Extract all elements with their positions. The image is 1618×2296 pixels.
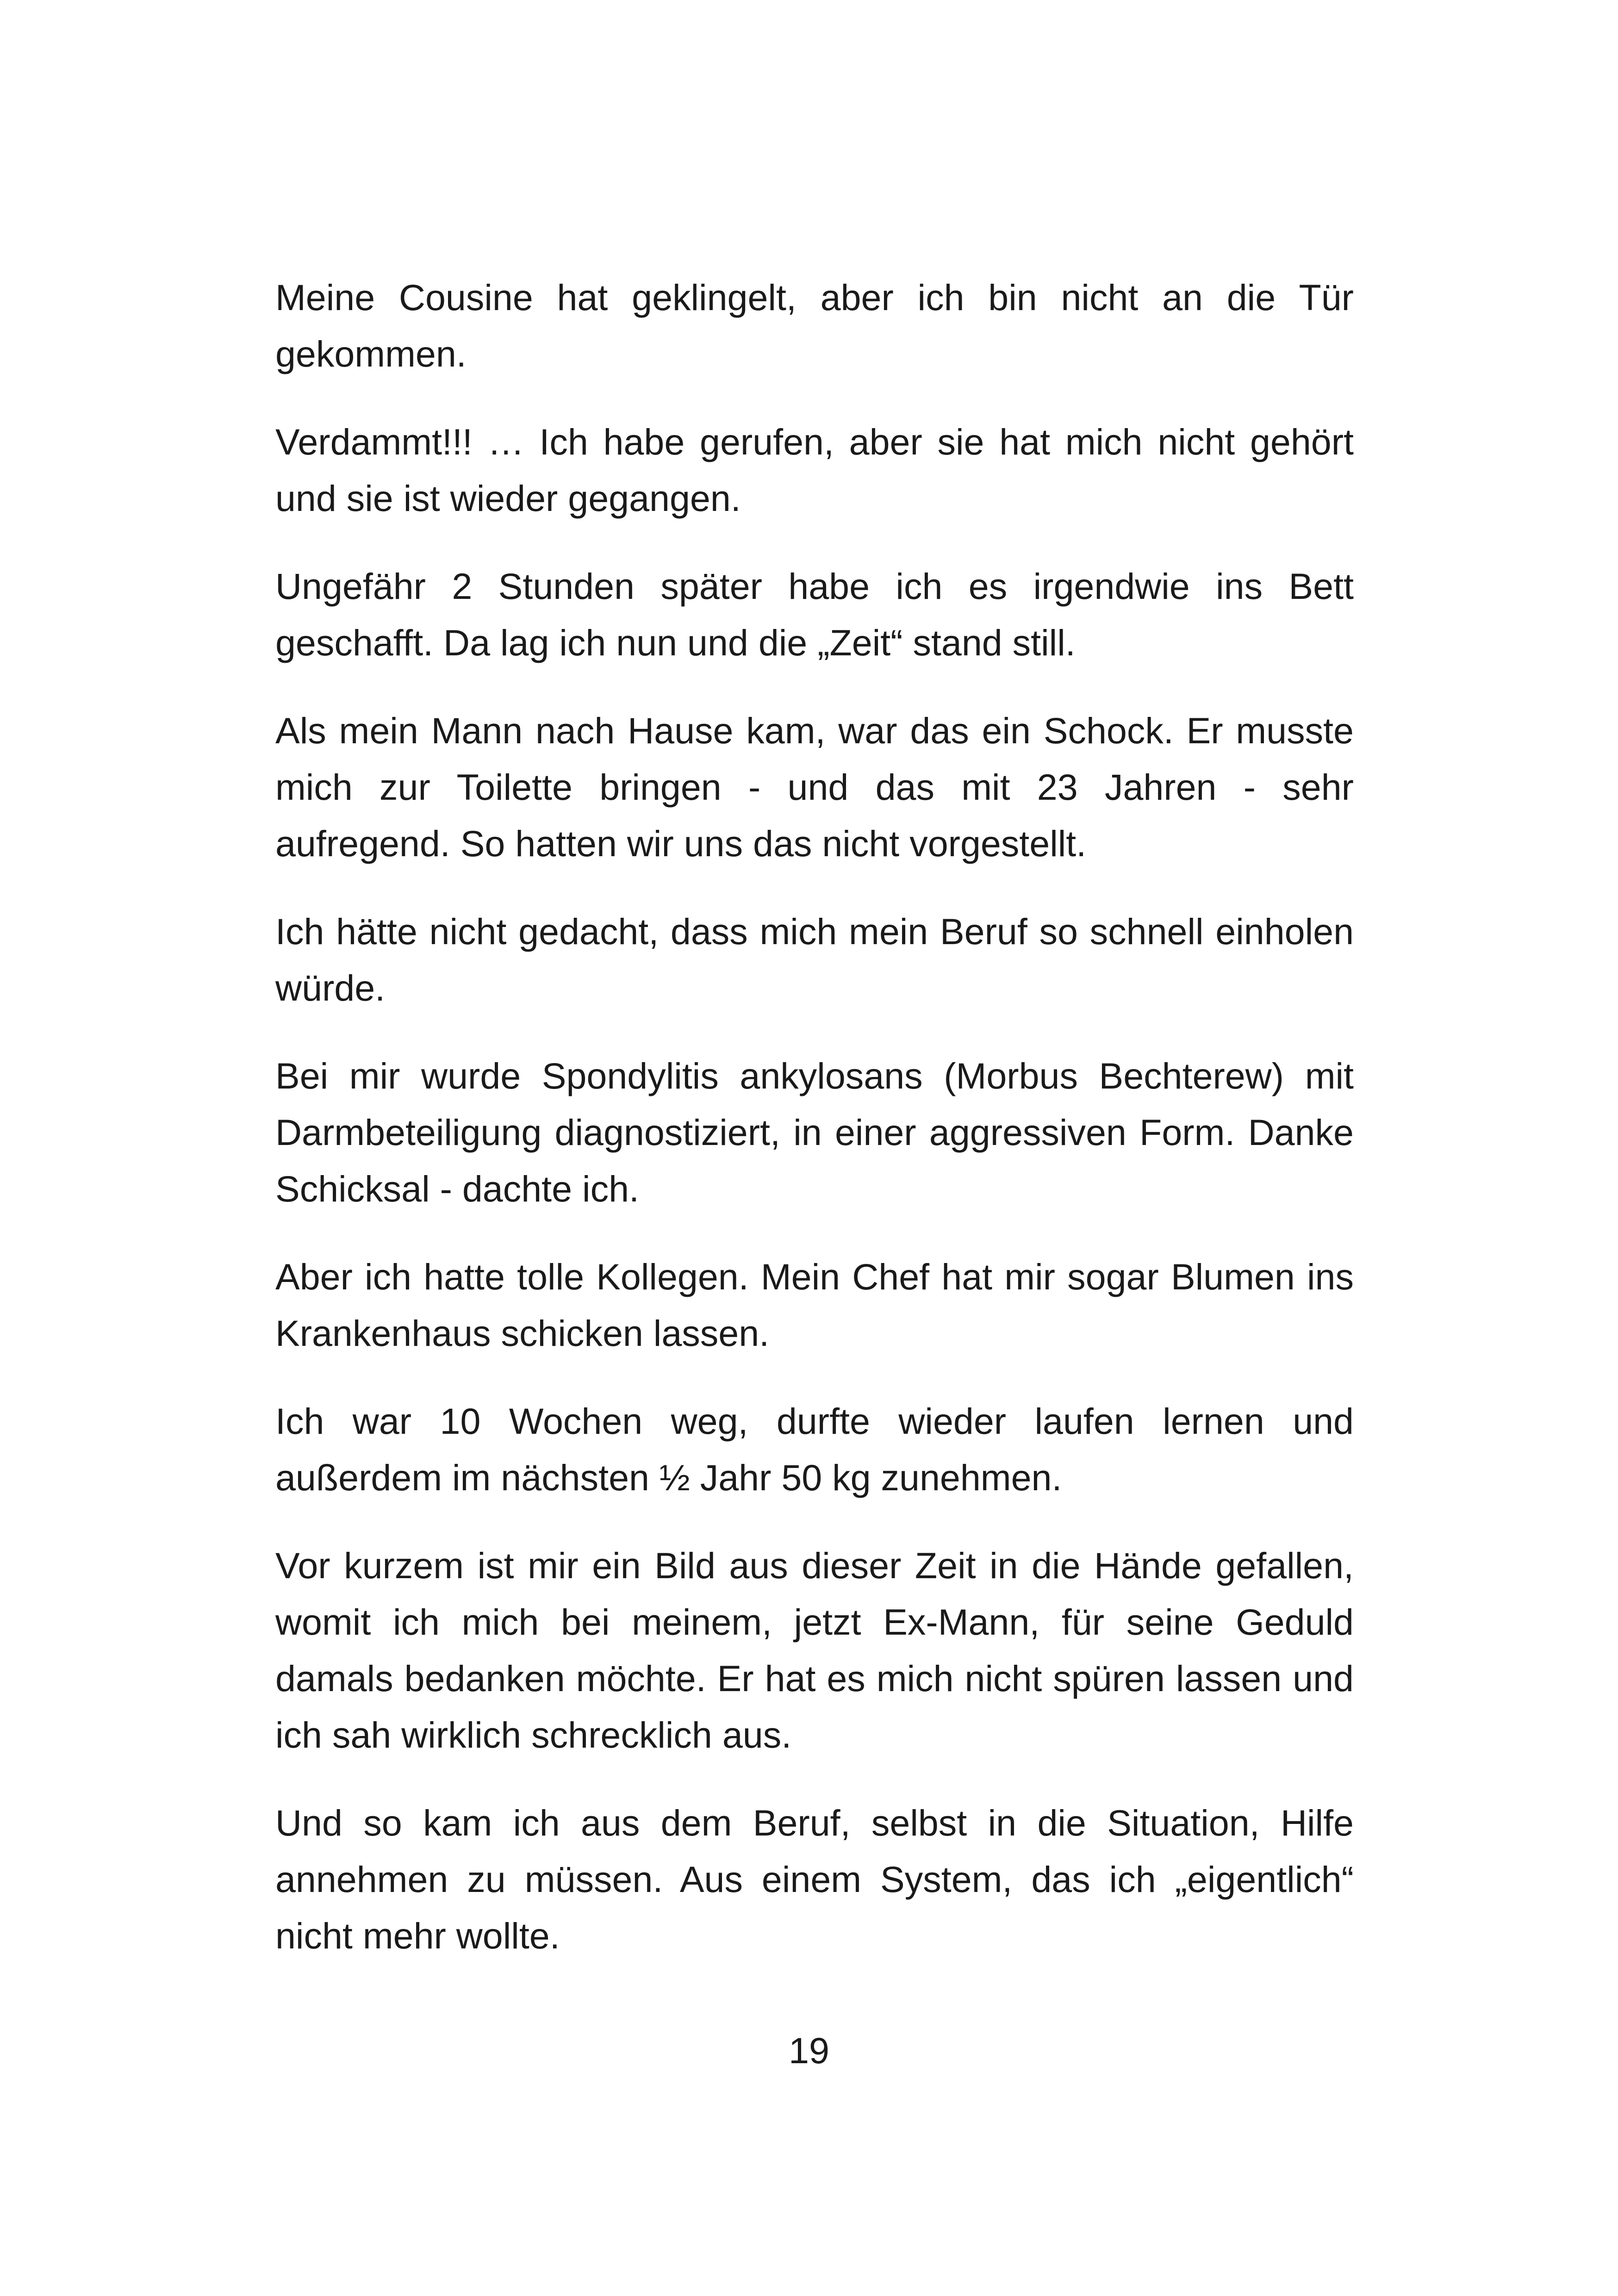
paragraph-10: Und so kam ich aus dem Beruf, selbst in die Situation, Hilfe annehmen zu müssen. Aus einem System, das ich „eigentlich“ nicht mehr wollte.	[275, 1802, 1354, 1956]
paragraph-5: Ich hätte nicht gedacht, dass mich mein Beruf so schnell einholen würde.	[275, 911, 1354, 1008]
paragraph-6: Bei mir wurde Spondylitis ankylosans (Morbus Bechterew) mit Darmbeteiligung diagnostiziert, in einer aggressiven Form. Danke Schicksal - dachte ich.	[275, 1055, 1354, 1209]
paragraph-9: Vor kurzem ist mir ein Bild aus dieser Zeit in die Hände gefallen, womit ich mich bei meinem, jetzt Ex-Mann, für seine Geduld damals bedanken möchte. Er hat es mich nicht spüren lassen und ich sah wirklich schrecklich aus.	[275, 1545, 1354, 1755]
paragraph-8: Ich war 10 Wochen weg, durfte wieder laufen lernen und außerdem im nächsten ½ Jahr 50 kg zunehmen.	[275, 1400, 1354, 1498]
paragraph-3: Ungefähr 2 Stunden später habe ich es irgendwie ins Bett geschafft. Da lag ich nun und die „Zeit“ stand still.	[275, 566, 1354, 663]
paragraph-1: Meine Cousine hat geklingelt, aber ich bin nicht an die Tür gekommen.	[275, 277, 1354, 374]
paragraph-4: Als mein Mann nach Hause kam, war das ein Schock. Er musste mich zur Toilette bringen - und das mit 23 Jahren - sehr aufregend. So hatten wir uns das nicht vorgestellt.	[275, 710, 1354, 864]
paragraph-2: Verdammt!!! … Ich habe gerufen, aber sie hat mich nicht gehört und sie ist wieder gegangen.	[275, 421, 1354, 519]
body-text	[275, 269, 1354, 1996]
paragraph-7: Aber ich hatte tolle Kollegen. Mein Chef hat mir sogar Blumen ins Krankenhaus schicken lassen.	[275, 1256, 1354, 1354]
page-number: 19	[789, 2030, 829, 2071]
